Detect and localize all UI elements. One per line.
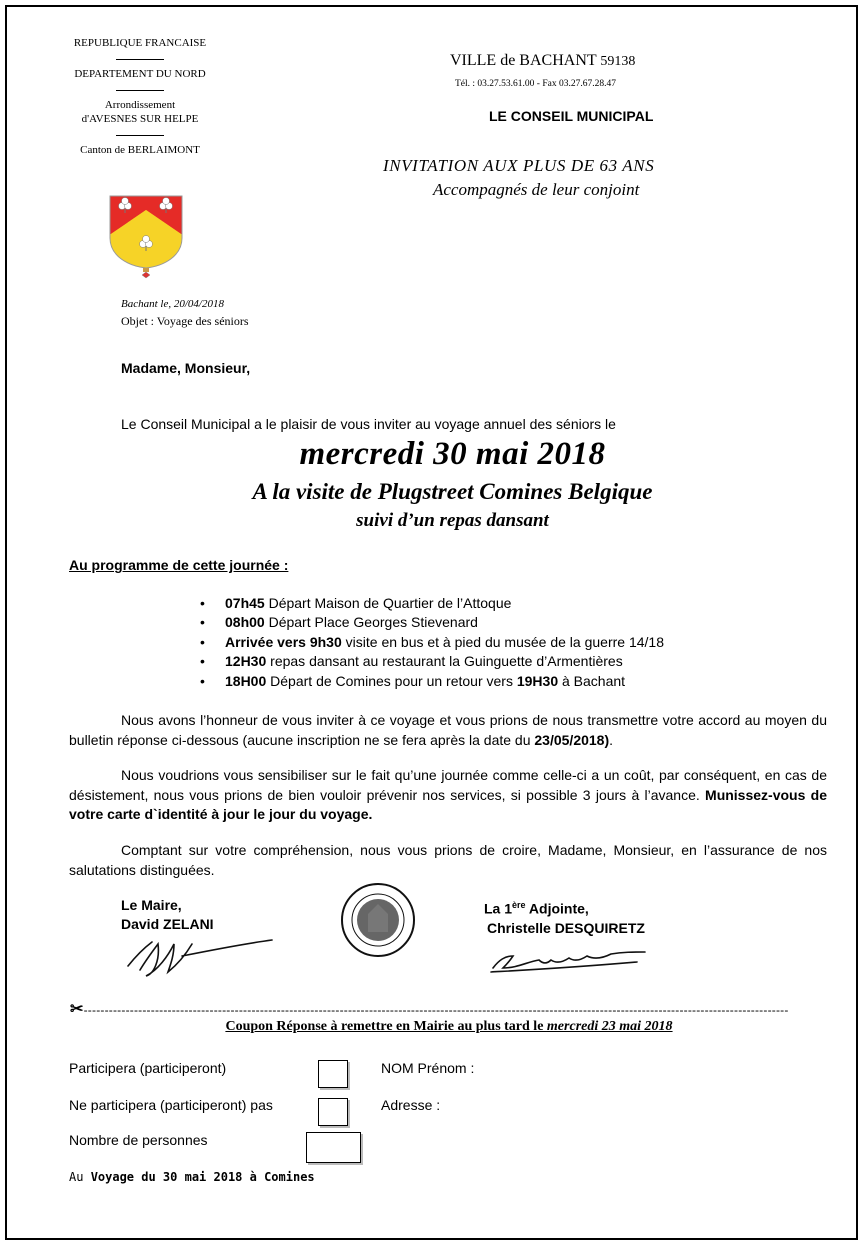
town-name	[450, 52, 635, 70]
people-count-field[interactable]	[306, 1132, 361, 1163]
separator	[116, 135, 164, 136]
canton-label: Canton de BERLAIMONT	[80, 144, 200, 156]
people-count-label: Nombre de personnes	[69, 1132, 208, 1148]
council-title: LE CONSEIL MUNICIPAL	[489, 108, 654, 124]
town-label: VILLE de BACHANT	[450, 52, 597, 69]
program-text: Départ Place Georges Stievenard	[264, 614, 478, 631]
program-time: Arrivée vers 9h30	[225, 633, 342, 650]
separator	[116, 90, 164, 91]
headline-date: mercredi 30 mai 2018	[299, 436, 606, 472]
deadline-date: 23/05/2018)	[534, 731, 610, 748]
list-item	[200, 652, 664, 671]
headline-meal: suivi d’un repas dansant	[356, 510, 549, 531]
coupon-title	[0, 1019, 865, 1035]
date-line: Bachant le, 20/04/2018	[121, 298, 224, 310]
mayor-name: David ZELANI	[121, 916, 214, 932]
footer-trip: Voyage du 30 mai 2018 à Comines	[90, 1170, 315, 1184]
list-item	[200, 633, 664, 652]
list-item	[200, 672, 664, 691]
deputy-name: Christelle DESQUIRETZ	[487, 919, 645, 936]
bullet-icon: •	[200, 653, 205, 670]
program-time: 12H30	[225, 653, 267, 670]
program-time: 07h45	[225, 595, 265, 611]
cut-line: ✂------------------------------------------------------------------------------------------------------------------------------------------------------------------------	[70, 1001, 789, 1017]
list-item	[200, 594, 664, 613]
invitation-subtitle: Accompagnés de leur conjoint	[433, 180, 640, 199]
contact-line: Tél. : 03.27.53.61.00 - Fax 03.27.67.28.47	[455, 79, 616, 89]
program-time: 18H00	[225, 672, 267, 689]
town-stamp-icon	[338, 880, 418, 965]
mayor-signature-icon	[122, 930, 277, 985]
scissors-icon: ✂	[70, 1001, 84, 1017]
coupon-text: Coupon Réponse à remettre en Mairie au plus tard le	[225, 1019, 547, 1034]
trip-footer	[69, 1170, 315, 1184]
invitation-title: INVITATION AUX PLUS DE 63 ANS	[383, 156, 655, 175]
paragraph-text: Nous voudrions vous sensibiliser sur le fait qu’une journée comme celle-ci a un coût, par conséquent, en cas de désistement, nous vous prions de bien vouloir prévenir nos services, si possible 3 jours à l’avance.	[69, 767, 827, 803]
program-text: Départ Maison de Quartier de l’Attoque	[264, 595, 512, 611]
footer-prefix: Au	[69, 1170, 91, 1184]
participate-checkbox[interactable]	[318, 1060, 348, 1088]
paragraph-text: Nous avons l’honneur de vous inviter à ce voyage et vous prions de nous transmettre votre accord au moyen du bulletin réponse ci-dessous (aucune inscription ne se fera après la date du	[69, 712, 827, 748]
coupon-deadline: mercredi 23 mai 2018	[546, 1019, 673, 1034]
name-label: NOM Prénom :	[381, 1060, 475, 1076]
list-item	[200, 613, 664, 632]
separator	[116, 59, 164, 60]
bullet-icon: •	[200, 672, 205, 689]
postcode: 59138	[600, 54, 636, 69]
paragraph-end: .	[609, 731, 614, 748]
headline-visit: A la visite de Plugstreet Comines Belgique	[252, 479, 653, 504]
bullet-icon: •	[200, 595, 205, 611]
program-title: Au programme de cette journée :	[69, 557, 289, 573]
program-text: visite en bus et à pied du musée de la guerre 14/18	[341, 633, 664, 650]
program-text: repas dansant au restaurant la Guinguette d’Armentières	[266, 653, 623, 670]
program-text: à Bachant	[558, 672, 626, 689]
arrondissement-name: d'AVESNES SUR HELPE	[81, 113, 199, 125]
paragraph-text: Comptant sur votre compréhension, nous vous prions de croire, Madame, Monsieur, en l’assurance de nos salutations distinguées.	[69, 842, 827, 878]
greeting: Madame, Monsieur,	[121, 360, 251, 376]
bullet-icon: •	[200, 633, 205, 650]
mayor-title: Le Maire,	[121, 897, 182, 913]
republique-label: REPUBLIQUE FRANCAISE	[73, 37, 207, 49]
not-participate-checkbox[interactable]	[318, 1098, 348, 1126]
program-list	[200, 594, 664, 691]
deputy-title-suffix: Adjointe,	[525, 900, 589, 917]
deputy-signature-icon	[487, 938, 647, 983]
bullet-icon: •	[200, 614, 205, 631]
address-label: Adresse :	[381, 1097, 441, 1113]
administrative-header	[60, 36, 220, 157]
deputy-title	[484, 896, 645, 919]
paragraph-closing	[69, 841, 827, 880]
deputy-title-sup: ère	[512, 900, 526, 910]
paragraph-accord	[69, 711, 827, 750]
participate-label: Participera (participeront)	[69, 1060, 227, 1076]
mayor-signature-block	[121, 896, 214, 934]
intro-text: Le Conseil Municipal a le plaisir de vous inviter au voyage annuel des séniors le	[121, 416, 616, 432]
paragraph-cost	[69, 766, 827, 825]
deputy-title-prefix: La 1	[484, 900, 513, 917]
subject-line: Objet : Voyage des séniors	[121, 314, 249, 328]
not-participate-label: Ne participera (participeront) pas	[69, 1097, 273, 1113]
coat-of-arms-icon	[108, 194, 184, 285]
program-time: 08h00	[225, 614, 265, 631]
program-time: 19H30	[516, 672, 559, 689]
id-card-reminder: Munissez-vous de votre carte d`identité à jour le jour du voyage.	[69, 786, 827, 822]
departement-label: DEPARTEMENT DU NORD	[74, 68, 206, 80]
program-text: Départ de Comines pour un retour vers	[266, 672, 517, 689]
deputy-signature-block	[484, 896, 645, 938]
arrondissement-label: Arrondissement	[104, 99, 176, 111]
